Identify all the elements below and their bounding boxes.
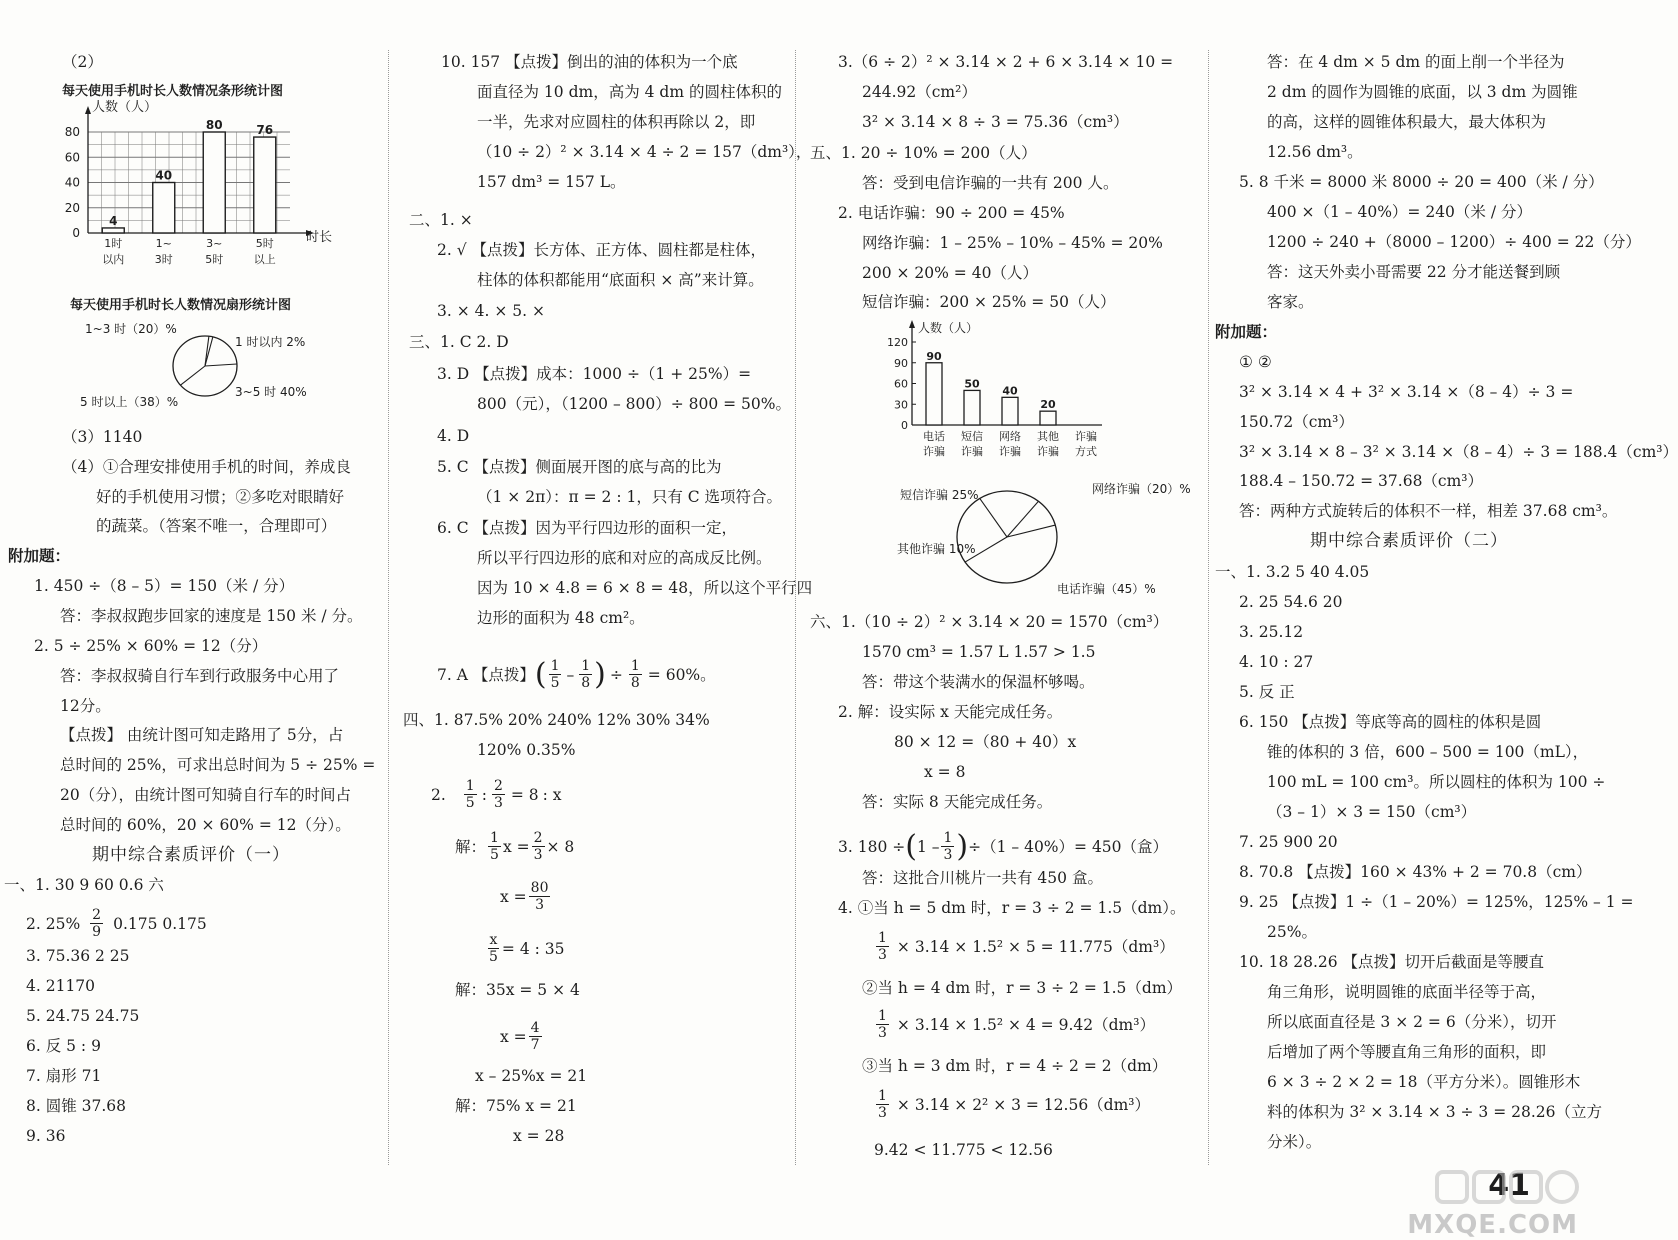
bonus-2: 2. 5 ÷ 25% × 60% = 12（分） [34,637,268,655]
pie-label-over-5: 5 时以上（38）% [80,395,179,409]
q5-line-1: 5. 8 千米 = 8000 米 8000 ÷ 20 = 400（米 / 分） [1239,173,1604,191]
bonus-2-hint-1: 【点拨】 由统计图可知走路用了 5分，占 [60,726,344,744]
section6-q2-line-2: 80 × 12 =（80 + 40）x [894,733,1077,751]
pie2-label-other: 其他诈骗 10% [897,542,976,556]
x-tick-label: 短信 [961,430,983,443]
q5-answer-1: 答：这天外卖小哥需要 22 分才能送餐到顾 [1267,263,1561,281]
y-tick-label: 0 [901,419,908,432]
section6-q1-line-2: 1570 cm³ = 1.57 L 1.57 > 1.5 [862,643,1096,661]
section3-q5-line-1: 5. C 【点拨】侧面展开图的底与高的比为 [437,458,722,476]
column-2 [395,0,813,1240]
section5-q2-line-4: 短信诈骗：200 × 25% = 50（人） [862,293,1116,311]
midterm-1-q7: 7. 扇形 71 [26,1067,102,1085]
q10-line-2: 面直径为 10 dm，高为 4 dm 的圆柱体积的 [477,83,782,101]
y-tick-label: 0 [72,226,80,240]
q4-calc-c: × 3.14 × 2² × 3 = 12.56（dm³） [896,1095,1151,1114]
x-tick-label: 3~ [206,237,223,250]
q5-line-2: 400 ×（1 – 40%）= 240（米 / 分） [1267,203,1532,221]
bonus-calc-3: 3² × 3.14 × 8 – 3² × 3.14 ×（8 – 4）÷ 3 = 188.4（cm³） [1239,443,1678,461]
y-axis-arrow [85,106,91,114]
midterm-2-q6-line-1: 6. 150 【点拨】等底等高的圆柱的体积是圆 [1239,713,1542,731]
section2-q1: 二、1. × [409,211,473,229]
answer-3: （3）1140 [62,428,143,446]
part-2-label: （2） [62,53,103,71]
x-tick-label: 诈骗 [1075,430,1097,443]
fraud-chart-y-label: 人数（人） [918,321,979,335]
q3-frac-1-3: $\frac{1}{3}$ [943,830,953,863]
x-tick-label: 3时 [154,253,173,266]
column-4 [1215,0,1678,1240]
midterm-2-q6-line-3: 100 mL = 100 cm³。所以圆柱的体积为 100 ÷ [1267,773,1606,791]
q2-fraction [90,907,103,940]
q2-frac-2-3: $\frac{2}{3}$ [493,778,503,811]
bar-value-label: 80 [205,118,223,132]
section5-q1: 五、1. 20 ÷ 10% = 200（人） [810,144,1037,162]
column-divider-1 [388,50,389,1165]
fraud-pie-chart [892,475,1191,610]
column-divider-3 [1208,50,1209,1165]
q2-jie: 解： [455,837,487,856]
section6-q2-answer: 答：实际 8 天能完成任务。 [862,793,1053,811]
q2-percent: 2. 25% [26,914,81,933]
bar-其他诈骗 [1040,411,1056,425]
page-number: 41 [1488,1168,1530,1203]
section6-q4-line-4 [874,1008,1155,1041]
bonus-answer: 答：两种方式旋转后的体积不一样，相差 37.68 cm³。 [1239,502,1618,520]
midterm-2-q5: 5. 反 正 [1239,683,1295,701]
x-tick-label: 网络 [999,430,1021,443]
midterm-2-q10-line-3: 所以底面直径是 3 × 2 = 6（分米），切开 [1267,1013,1557,1031]
q5-answer-2: 客家。 [1267,293,1314,311]
section3-q6-line-4: 边形的面积为 48 cm²。 [477,609,645,627]
bar-chart-x-label: 时长 [306,230,333,245]
fraud-bar-chart [882,320,1122,470]
y-tick-label: 120 [887,336,908,349]
q4-calc-b: × 3.14 × 1.5² × 4 = 9.42（dm³） [896,1015,1155,1034]
x-tick-label: 5时 [255,237,274,250]
x-tick-label: 诈骗 [999,445,1021,458]
q2b-x-eq: x = [500,1027,527,1046]
q2-solve-frac-1-5: $\frac{1}{5}$ [490,830,499,863]
q10-line-3: 一半，先求对应圆柱的体积再除以 2，即 [477,113,756,131]
midterm-2-q2: 2. 25 54.6 20 [1239,593,1343,611]
x-tick-label: 以内 [102,253,125,266]
section6-q1-answer: 答：带这个装满水的保温杯够喝。 [862,673,1095,691]
bar-value-label: 40 [1002,384,1018,398]
section6-q4-line-5: ③当 h = 3 dm 时，r = 4 ÷ 2 = 2（dm） [862,1057,1168,1075]
q2b-frac-4-7: $\frac{4}{7}$ [530,1020,540,1053]
pie2-label-phone: 电话诈骗（45）% [1057,582,1156,596]
midterm-2-q3: 3. 25.12 [1239,623,1304,641]
q4-frac-c: $\frac{1}{3}$ [878,1088,887,1121]
midterm-2-q10-line-6: 料的体积为 3² × 3.14 × 3 ÷ 3 = 28.26（立方 [1267,1103,1602,1121]
q3-line-3: 3² × 3.14 × 8 ÷ 3 = 75.36（cm³） [862,113,1129,131]
section6-q4-line-6 [874,1088,1150,1121]
bar-电话诈骗 [926,363,942,425]
column-divider-2 [795,50,796,1165]
y-tick-label: 80 [64,125,80,139]
midterm-2-q9-line-2: 25%。 [1267,923,1317,941]
phone-usage-pie-chart [75,318,345,418]
x-tick-label: 诈骗 [1037,445,1059,458]
bonus-1: 1. 450 ÷（8 – 5）= 150（米 / 分） [34,577,295,595]
q3-prefix: 3. 180 ÷ [838,837,906,856]
section3-q5-line-2: （1 × 2π）：π = 2 : 1，只有 C 选项符合。 [477,488,783,506]
section6-q2-line-3: x = 8 [924,763,966,781]
midterm-2-q6-line-2: 锥的体积的 3 倍，600 – 500 = 100（mL）， [1267,743,1589,761]
y-tick-label: 90 [894,356,908,370]
q4-answer-line-3: 的高，这样的圆锥体积最大，最大体积为 [1267,113,1547,131]
bar-chart-title: 每天使用手机时长人数情况条形统计图 [62,84,284,99]
bonus-heading-2: 附加题： [1215,323,1278,341]
section6-q2-line-1: 2. 解：设实际 x 天能完成任务。 [838,703,1063,721]
q2-part-b [485,932,565,965]
bonus-2-answer-2: 12分。 [60,697,111,715]
section5-q2-line-3: 200 × 20% = 40（人） [862,264,1038,282]
midterm-1-q4: 4. 21170 [26,977,96,995]
q2-decimals: 0.175 0.175 [113,914,207,933]
bar-value-label: 50 [964,377,980,391]
midterm-2-q10-line-4: 后增加了两个等腰直角三角形的面积，即 [1267,1043,1547,1061]
midterm-2-q6-line-4: （3 – 1）× 3 = 150（cm³） [1267,803,1477,821]
q2b-frac-x-5: $\frac{x}{5}$ [489,932,498,965]
section6-q4-line-2 [874,930,1175,963]
bar-1~3时 [153,183,175,234]
q2-fraction-num: 2 [92,907,102,923]
answer-4-line-3: 的蔬菜。（答案不唯一，合理即可） [96,517,337,535]
q10-line-1: 10. 157 【点拨】倒出的油的体积为一个底 [441,53,738,71]
y-tick-label: 60 [64,150,80,165]
section6-q3: 3. 180 ÷ ( 1 – $\frac{1}{3}$ ) ÷（1 – 40%）= 450（盒） [838,828,1169,864]
section5-q2-line-1: 2. 电话诈骗：90 ÷ 200 = 45% [838,204,1065,222]
q7-result: = 60%。 [647,665,716,684]
midterm-2-q10-line-5: 6 × 3 ÷ 2 × 2 = 18（平方分米）。圆锥形木 [1267,1073,1581,1091]
section4-q1-line-1: 四、1. 87.5% 20% 240% 12% 30% 34% [403,711,710,729]
bonus-2-hint-3: 20（分），由统计图可知骑自行车的时间占 [60,786,351,804]
section3-q6-line-3: 因为 10 × 4.8 = 6 × 8 = 48，所以这个平行四 [477,579,813,597]
midterm-2-q1: 一、1. 3.2 5 40 4.05 [1215,563,1370,581]
q7-paren-close: ) [594,656,606,692]
bar-value-label: 20 [1040,398,1056,412]
bonus-heading: 附加题： [8,547,71,565]
section6-q4-line-1: 4. ①当 h = 5 dm 时，r = 3 ÷ 2 = 1.5（dm）。 [838,899,1186,917]
q4-frac-a: $\frac{1}{3}$ [878,930,887,963]
bar-chart-y-label: 人数（人） [92,100,158,115]
section5-q1-answer: 答：受到电信诈骗的一共有 200 人。 [862,174,1119,192]
q7-prefix: 7. A 【点拨】 [437,665,535,684]
bar-value-label: 4 [109,213,118,228]
x-tick-label: 以上 [253,253,276,266]
column-3 [802,0,1202,1240]
answer-4-line-2: 好的手机使用习惯；②多吃对眼睛好 [96,488,345,506]
midterm-2-q9-line-1: 9. 25 【点拨】1 ÷（1 – 20%）= 125%，125% – 1 = [1239,893,1634,911]
column-1 [0,0,385,1240]
midterm-2-q10-line-1: 10. 18 28.26 【点拨】切开后截面是等腰直 [1239,953,1545,971]
section3-q7: 7. A 【点拨】 ( $\frac{1}{5}$ – $\frac{1}{8}$ ) ÷ $\frac{1}{8}$ = 60%。 [437,656,716,692]
midterm-2-q8: 8. 70.8 【点拨】160 × 43% + 2 = 70.8（cm） [1239,863,1592,881]
section2-q2-line-1: 2. √ 【点拨】长方体、正方体、圆柱都是柱体， [437,241,767,259]
midterm-1-q2 [26,907,207,940]
midterm-1-q5: 5. 24.75 24.75 [26,1007,140,1025]
q2b-solve-1: 解：35x = 5 × 4 [455,981,580,999]
bonus-calc-4: 188.4 – 150.72 = 37.68（cm³） [1239,472,1484,490]
midterm-1-q8: 8. 圆锥 37.68 [26,1097,127,1115]
x-tick-label: 其他 [1037,430,1059,443]
pie2-label-network: 网络诈骗（20）% [1092,482,1191,496]
midterm-1-q6: 6. 反 5 : 9 [26,1037,101,1055]
midterm-2-q7: 7. 25 900 20 [1239,833,1338,851]
q2-x-eq: x = [500,887,527,906]
pie-label-under-1: 1 时以内 2% [235,335,306,349]
section6-q4-compare: 9.42 < 11.775 < 12.56 [874,1141,1053,1159]
midterm-2-q10-line-7: 分米）。 [1267,1133,1322,1151]
y-tick-label: 40 [64,175,80,190]
y-axis-arrow [909,320,915,328]
q3-line-1: 3.（6 ÷ 2）² × 3.14 × 2 + 6 × 3.14 × 10 = [838,53,1174,71]
q7-frac-2: $\frac{1}{8}$ [581,658,591,691]
section2-q2-line-2: 柱体的体积都能用“底面积 × 高”来计算。 [477,271,764,289]
answer-4-line-1: （4）①合理安排使用手机的时间，养成良 [62,458,351,476]
midterm-2-title: 期中综合素质评价（二） [1310,531,1508,551]
q10-line-5: 157 dm³ = 157 L。 [477,173,626,191]
pie-label-3-5: 3~5 时 40% [235,385,307,399]
bar-网络诈骗 [1002,397,1018,425]
y-tick-label: 20 [64,200,80,215]
bonus-2-answer-1: 答：李叔叔骑自行车到行政服务中心用了 [60,667,340,685]
section6-q3-answer: 答：这批合川桃片一共有 450 盒。 [862,869,1103,887]
bonus-choice: ① ② [1239,353,1272,371]
q2-x: : x [542,785,562,804]
bonus-2-hint-4: 总时间的 60%，20 × 60% = 12（分）。 [60,816,351,834]
q2b-solve-2 [500,1020,544,1053]
q7-frac-3: $\frac{1}{8}$ [630,658,640,691]
q4-frac-b: $\frac{1}{3}$ [878,1008,887,1041]
x-tick-label: 1时 [104,237,123,250]
x-tick-label: 诈骗 [961,445,983,458]
q2-solve-1: 解： $\frac{1}{5}$ x = $\frac{2}{3}$ × 8 [455,830,575,863]
q3-rest: ÷（1 – 40%）= 450（盒） [968,837,1169,856]
q2-frac-80-3: $\frac{80}{3}$ [530,880,549,913]
bar-3~5时 [203,132,225,233]
q4-answer-line-1: 答：在 4 dm × 5 dm 的面上削一个半径为 [1267,53,1565,71]
section3-q6-line-1: 6. C 【点拨】因为平行四边形的面积一定， [437,519,738,537]
bonus-2-hint-2: 总时间的 25%，可求出总时间为 5 ÷ 25% = [60,756,376,774]
x-tick-label: 方式 [1075,445,1097,458]
section3-q1-2: 三、1. C 2. D [409,333,509,351]
bonus-1-answer: 答：李叔叔跑步回家的速度是 150 米 / 分。 [60,607,363,625]
bar-value-label: 90 [926,349,942,363]
section2-q3-5: 3. × 4. × 5. × [437,302,545,320]
watermark-url: MXQE.COM [1407,1210,1578,1240]
bonus-calc-2: 150.72（cm³） [1239,413,1354,431]
bar-短信诈骗 [964,390,980,425]
q2-frac-1-5: $\frac{1}{5}$ [465,778,475,811]
phone-usage-bar-chart [50,98,350,278]
q3-solve-2: x = 28 [513,1127,565,1145]
pie2-label-sms: 短信诈骗 25% [900,488,979,502]
midterm-1-q9: 9. 36 [26,1127,66,1145]
section3-q3-line-1: 3. D 【点拨】成本：1000 ÷（1 + 25%）= [437,365,752,383]
section3-q6-line-2: 所以平行四边形的底和对应的高成反比例。 [477,549,772,567]
x-tick-label: 诈骗 [923,445,945,458]
section6-q1-line-1: 六、1.（10 ÷ 2）² × 3.14 × 20 = 1570（cm³） [810,613,1169,631]
section3-q3-line-2: 800（元），（1200 – 800）÷ 800 = 50%。 [477,395,792,413]
q4-calc-a: × 3.14 × 1.5² × 5 = 11.775（dm³） [896,937,1175,956]
y-tick-label: 30 [894,398,908,412]
q10-line-4: （10 ÷ 2）² × 3.14 × 4 ÷ 2 = 157（dm³）， [477,143,812,161]
pie-label-1-3: 1~3 时（20）% [85,322,177,336]
section6-q4-line-3: ②当 h = 4 dm 时，r = 3 ÷ 2 = 1.5（dm） [862,979,1183,997]
q3-eq: x – 25%x = 21 [475,1067,588,1085]
section3-q4: 4. D [437,427,470,445]
section4-q1-line-2: 120% 0.35% [477,741,576,759]
pie-chart-title: 每天使用手机时长人数情况扇形统计图 [70,298,292,313]
midterm-1-title: 期中综合素质评价（一） [92,845,290,865]
q2b-eq: = 4 : 35 [501,939,565,958]
midterm-2-q4: 4. 10 : 27 [1239,653,1314,671]
y-tick-label: 60 [894,377,908,391]
section5-q2-line-2: 网络诈骗：1 – 25% – 10% – 45% = 20% [862,234,1163,252]
bar-value-label: 40 [155,168,173,183]
q2-number: 2. [431,785,446,804]
midterm-1-q1: 一、1. 30 9 60 0.6 六 [4,876,164,894]
bar-1时以内 [102,228,124,233]
q3-solve-1: 解：75% x = 21 [455,1097,577,1115]
q3-line-2: 244.92（cm²） [862,83,977,101]
q2-fraction-den: 9 [92,924,102,940]
midterm-1-q3: 3. 75.36 2 25 [26,947,130,965]
q7-paren-open: ( [534,656,547,692]
x-tick-label: 电话 [923,430,945,443]
q4-answer-line-2: 2 dm 的圆作为圆锥的底面，以 3 dm 为圆锥 [1267,83,1578,101]
q4-answer-line-4: 12.56 dm³。 [1267,143,1363,161]
q7-frac-1: $\frac{1}{5}$ [550,658,560,691]
x-tick-label: 5时 [205,253,224,266]
q5-line-3: 1200 ÷ 240 +（8000 – 1200）÷ 400 = 22（分） [1267,233,1641,251]
bonus-calc-1: 3² × 3.14 × 4 + 3² × 3.14 ×（8 – 4）÷ 3 = [1239,383,1574,401]
bar-value-label: 76 [256,123,274,138]
q2-solve-2 [500,880,552,913]
q2-solve-frac-2-3: $\frac{2}{3}$ [533,830,543,863]
x-tick-label: 1~ [155,237,172,250]
section4-q2: 2. $\frac{1}{5}$ : $\frac{2}{3}$ = 8 : x [431,778,562,811]
midterm-2-q10-line-2: 角三角形，说明圆锥的底面半径等于高， [1267,983,1547,1001]
bar-5时以上 [254,137,276,233]
